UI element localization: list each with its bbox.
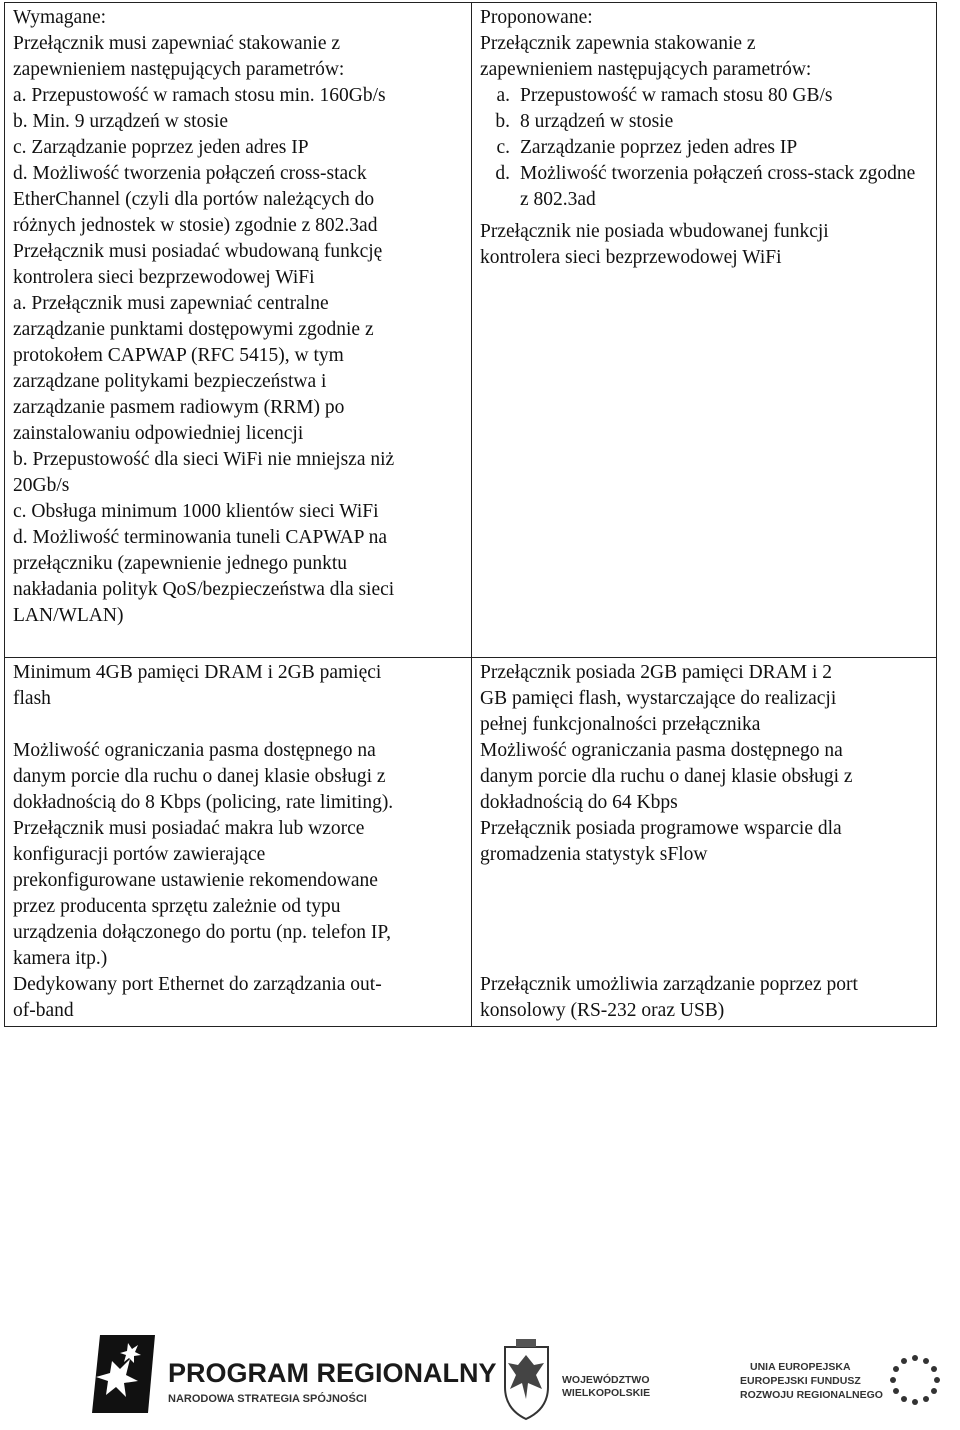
text-line: kontrolera sieci bezprzewodowej WiFi bbox=[13, 267, 315, 288]
text-line: c. Zarządzanie poprzez jeden adres IP bbox=[13, 137, 309, 158]
text-line: gromadzenia statystyk sFlow bbox=[480, 844, 708, 865]
text-line: d. Możliwość terminowania tuneli CAPWAP na bbox=[13, 527, 388, 548]
text-line: GB pamięci flash, wystarczające do realizacji bbox=[480, 688, 837, 709]
text-line: Przełącznik umożliwia zarządzanie poprzez port bbox=[480, 974, 858, 995]
text-line: konfiguracji portów zawierające bbox=[13, 844, 266, 865]
list-item: c. Zarządzanie poprzez jeden adres IP bbox=[496, 137, 798, 158]
requirements-cell bbox=[5, 658, 472, 1027]
text-line: zarządzanie pasmem radiowym (RRM) po bbox=[13, 397, 345, 418]
coat-of-arms-icon bbox=[505, 1339, 650, 1419]
text-line: Przełącznik musi posiadać wbudowaną funkcję bbox=[13, 241, 383, 262]
text-line: prekonfigurowane ustawienie rekomendowane bbox=[13, 870, 378, 891]
text-line: flash bbox=[13, 688, 51, 709]
region-line2: WIELKOPOLSKIE bbox=[562, 1387, 651, 1399]
text-line: przełączniku (zapewnienie jednego punktu bbox=[13, 553, 348, 574]
eu-flag-icon bbox=[890, 1355, 940, 1405]
requirements-table bbox=[4, 2, 937, 1027]
text-line: nakładania polityk QoS/bezpieczeństwa dla sieci bbox=[13, 579, 395, 600]
text-line: b. Min. 9 urządzeń w stosie bbox=[13, 111, 228, 132]
text-line: d. Możliwość tworzenia połączeń cross-stack bbox=[13, 163, 367, 184]
footer-logos bbox=[0, 1325, 960, 1425]
text-line: przez producenta sprzętu zależnie od typu bbox=[13, 896, 341, 917]
text-line: pełnej funkcjonalności przełącznika bbox=[480, 714, 761, 735]
text-line: danym porcie dla ruchu o danej klasie obsługi z bbox=[13, 766, 386, 787]
stack-parameters-list bbox=[480, 83, 928, 213]
text-line: Przełącznik musi posiadać makra lub wzorce bbox=[13, 818, 365, 839]
text-line: konsolowy (RS-232 oraz USB) bbox=[480, 1000, 725, 1021]
list-item: d. Możliwość tworzenia połączeń cross-stack zgodne z 802.3ad bbox=[495, 163, 916, 210]
text-line: dokładnością do 64 Kbps bbox=[480, 792, 678, 813]
requirements-cell bbox=[5, 3, 472, 658]
text-line: protokołem CAPWAP (RFC 5415), w tym bbox=[13, 345, 344, 366]
eu-line3: ROZWOJU REGIONALNEGO bbox=[740, 1389, 883, 1401]
table-row bbox=[5, 658, 937, 1027]
header-required: Wymagane: bbox=[13, 7, 107, 28]
text-line: Przełącznik posiada 2GB pamięci DRAM i 2 bbox=[480, 662, 832, 683]
text-line: urządzenia dołączonego do portu (np. telefon IP, bbox=[13, 922, 391, 943]
program-subtitle: NARODOWA STRATEGIA SPÓJNOŚCI bbox=[168, 1393, 367, 1405]
text-line: Możliwość ograniczania pasma dostępnego na bbox=[13, 740, 376, 761]
text-line: Przełącznik posiada programowe wsparcie dla bbox=[480, 818, 842, 839]
header-proposed: Proponowane: bbox=[480, 7, 593, 28]
text-line: kamera itp.) bbox=[13, 948, 108, 969]
text-line: zarządzane politykami bezpieczeństwa i bbox=[13, 371, 327, 392]
text-line: zainstalowaniu odpowiedniej licencji bbox=[13, 423, 304, 444]
text-line: różnych jednostek w stosie) zgodnie z 802.3ad bbox=[13, 215, 378, 236]
text-line: Minimum 4GB pamięci DRAM i 2GB pamięci bbox=[13, 662, 382, 683]
eu-line1: UNIA EUROPEJSKA bbox=[750, 1361, 851, 1373]
text-line: a. Przełącznik musi zapewniać centralne bbox=[13, 293, 329, 314]
footer-logos-svg bbox=[0, 1325, 960, 1425]
text-line: of-band bbox=[13, 1000, 74, 1021]
text-line: zarządzanie punktami dostępowymi zgodnie z bbox=[13, 319, 374, 340]
text-line: kontrolera sieci bezprzewodowej WiFi bbox=[480, 247, 782, 268]
text-line: zapewnieniem następujących parametrów: bbox=[480, 59, 812, 80]
text-line: Dedykowany port Ethernet do zarządzania out- bbox=[13, 974, 382, 995]
text-line: LAN/WLAN) bbox=[13, 605, 124, 626]
list-item: b. 8 urządzeń w stosie bbox=[495, 111, 674, 132]
text-line: dokładnością do 8 Kbps (policing, rate limiting). bbox=[13, 792, 394, 813]
text-line: Przełącznik musi zapewniać stakowanie z bbox=[13, 33, 341, 54]
program-regionalny-logo bbox=[92, 1335, 497, 1413]
text-line: zapewnieniem następujących parametrów: bbox=[13, 59, 345, 80]
text-line: Możliwość ograniczania pasma dostępnego na bbox=[480, 740, 843, 761]
text-line: 20Gb/s bbox=[13, 475, 70, 496]
list-item: a. Przepustowość w ramach stosu 80 GB/s bbox=[496, 85, 833, 106]
region-line1: WOJEWÓDZTWO bbox=[562, 1374, 650, 1386]
text-line: a. Przepustowość w ramach stosu min. 160Gb/s bbox=[13, 85, 386, 106]
table-row bbox=[5, 3, 937, 658]
text-line: Przełącznik nie posiada wbudowanej funkcji bbox=[480, 221, 829, 242]
text-line: c. Obsługa minimum 1000 klientów sieci WiFi bbox=[13, 501, 379, 522]
proposal-cell bbox=[472, 658, 937, 1027]
text-line: b. Przepustowość dla sieci WiFi nie mniejsza niż bbox=[13, 449, 395, 470]
eu-line2: EUROPEJSKI FUNDUSZ bbox=[740, 1375, 861, 1387]
text-line: Przełącznik zapewnia stakowanie z bbox=[480, 33, 756, 54]
proposal-cell bbox=[472, 3, 937, 658]
program-title: PROGRAM REGIONALNY bbox=[168, 1358, 497, 1388]
text-line: danym porcie dla ruchu o danej klasie obsługi z bbox=[480, 766, 853, 787]
eu-logo bbox=[740, 1355, 940, 1405]
text-line: EtherChannel (czyli dla portów należących do bbox=[13, 189, 375, 210]
